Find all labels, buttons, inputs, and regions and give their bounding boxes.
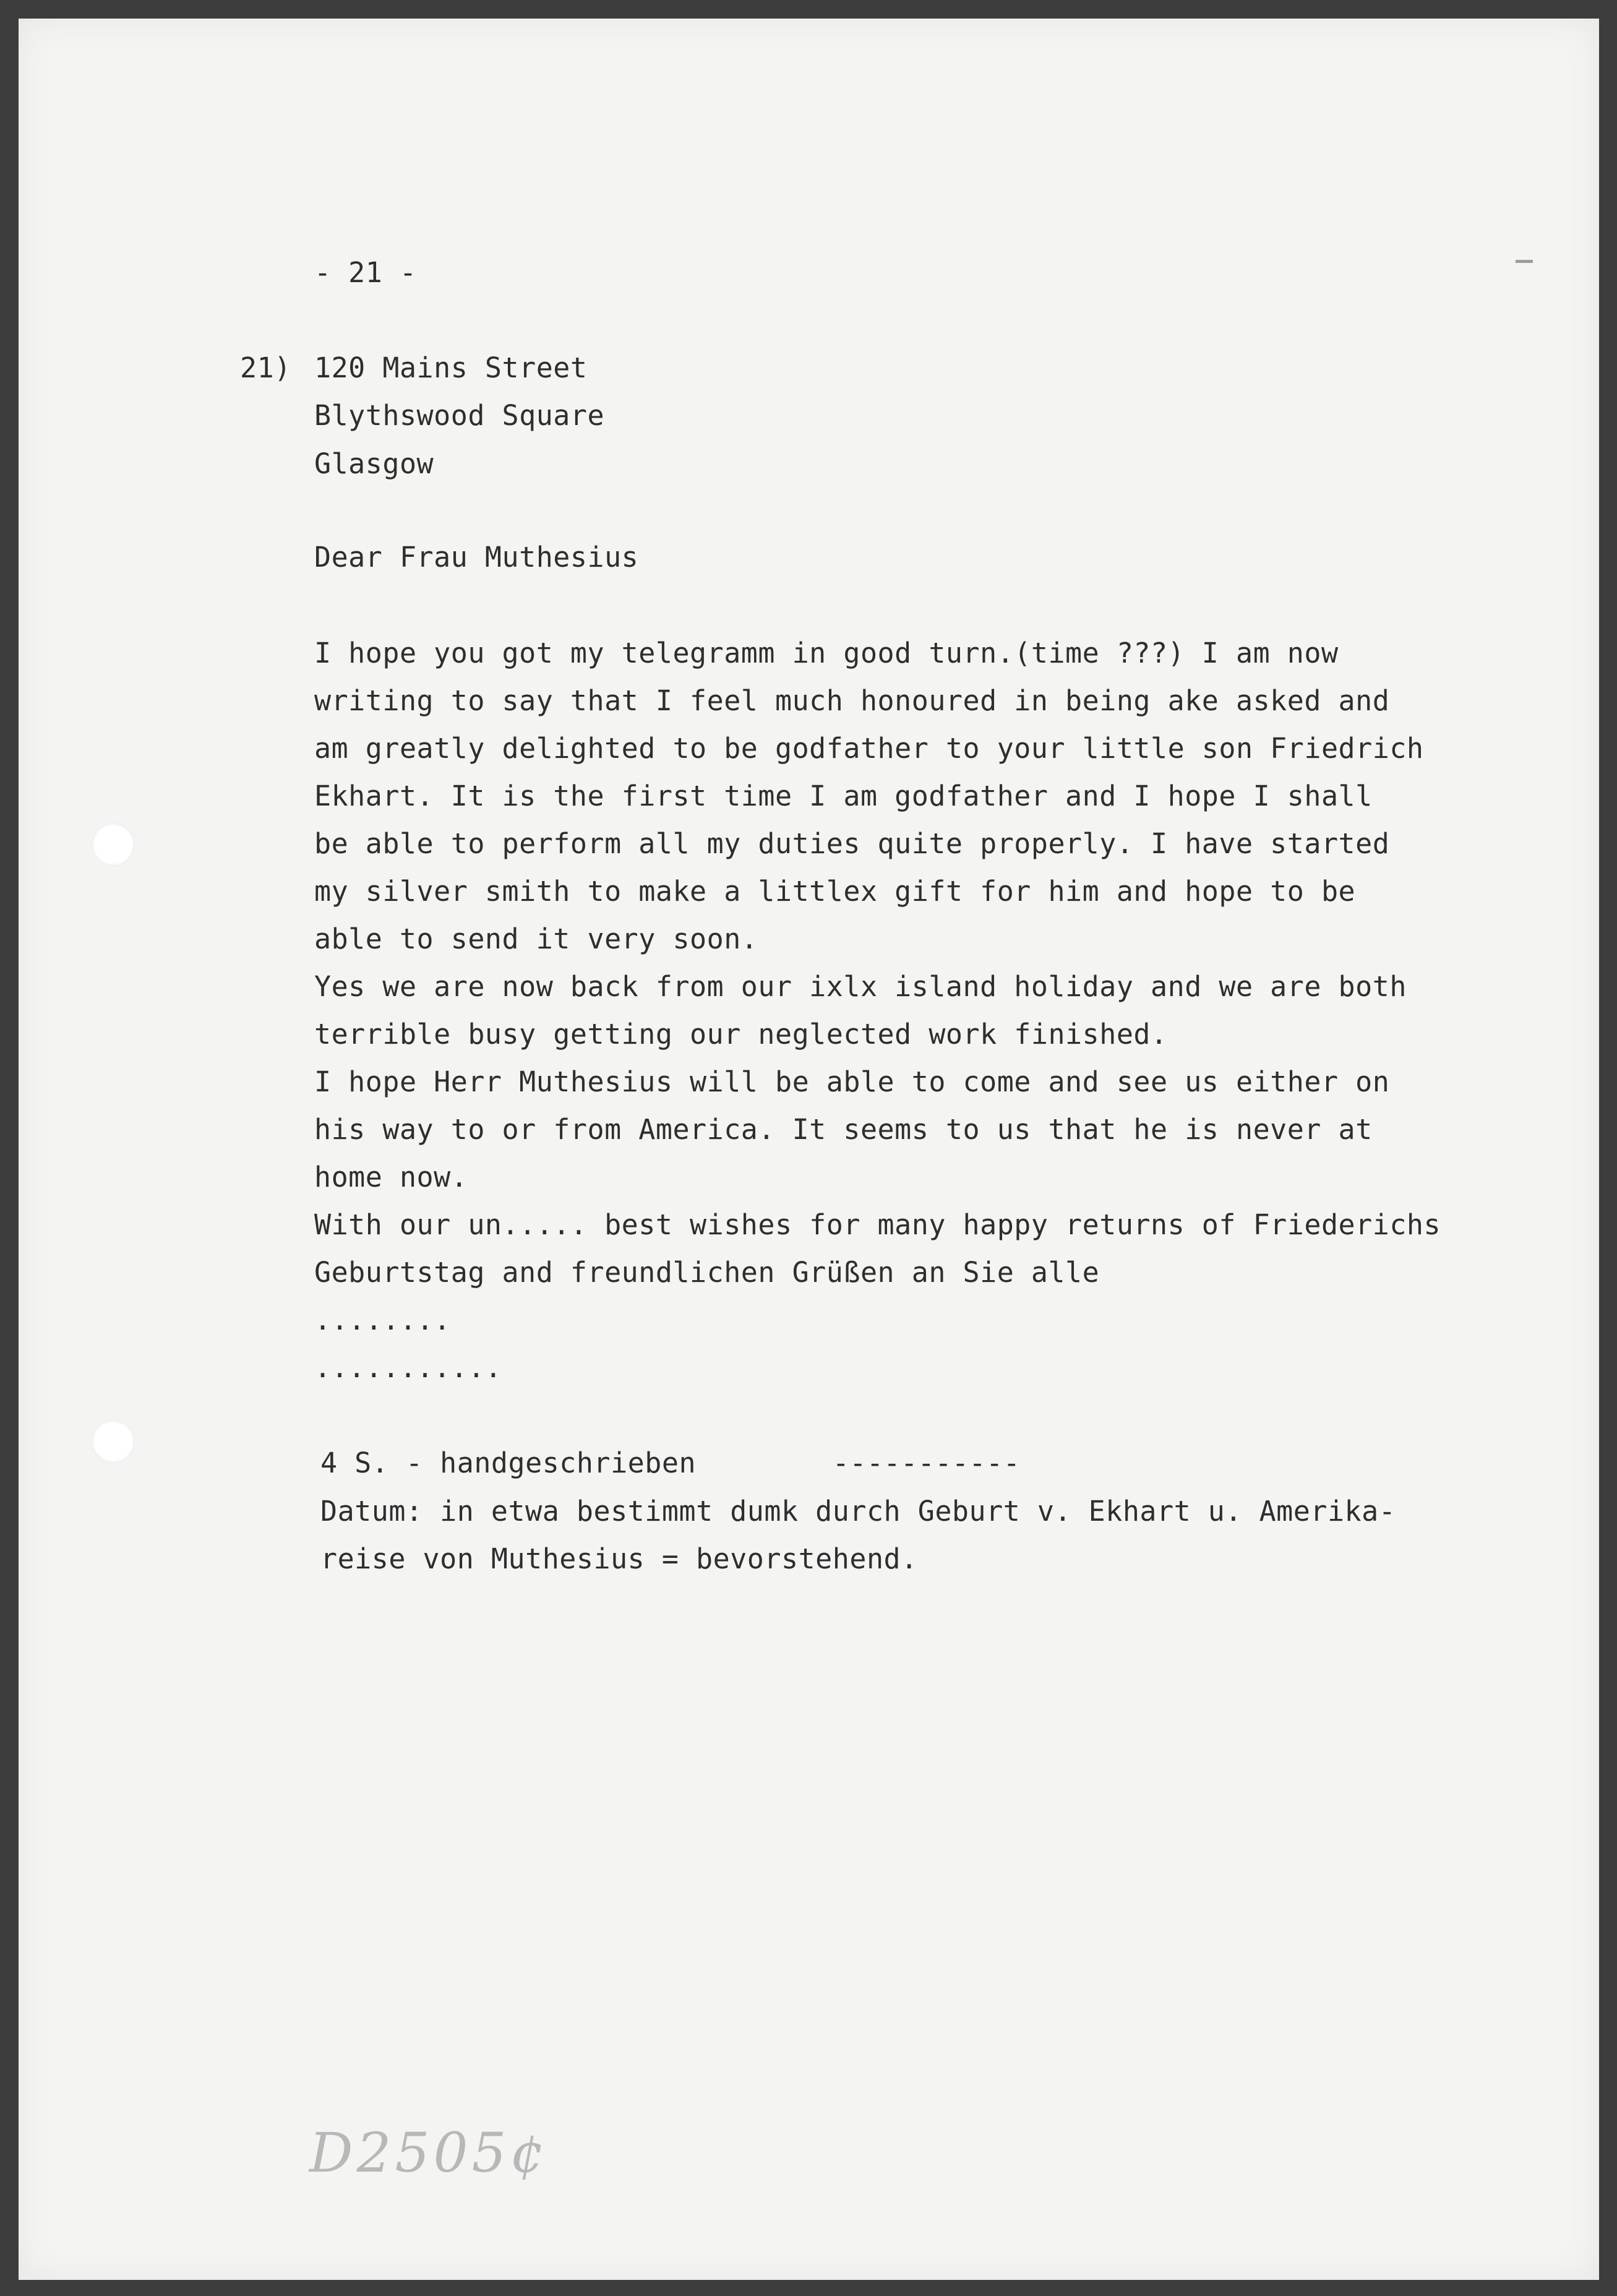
body-line: I hope Herr Muthesius will be able to come and see us either on: [314, 1065, 1390, 1098]
body-line: am greatly delighted to be godfather to your little son Friedrich: [314, 732, 1424, 765]
note-line: reise von Muthesius = bevorstehend.: [320, 1542, 918, 1575]
body-line: I hope you got my telegramm in good turn.(time ???) I am now: [314, 637, 1339, 669]
address-line: Glasgow: [314, 447, 434, 480]
body-line: ........: [314, 1304, 451, 1336]
punch-hole-bottom: [92, 1420, 135, 1463]
body-line: able to send it very soon.: [314, 922, 758, 955]
margin-mark: [1516, 260, 1533, 263]
item-number: 21): [240, 351, 291, 384]
body-line: Ekhart. It is the first time I am godfather and I hope I shall: [314, 780, 1373, 812]
note-line: Datum: in etwa bestimmt dumk durch Geburt v. Ekhart u. Amerika-: [320, 1495, 1396, 1528]
body-line: my silver smith to make a littlex gift for him and hope to be: [314, 875, 1356, 908]
document-page: [19, 19, 1599, 2280]
body-line: writing to say that I feel much honoured in being ake asked and: [314, 684, 1390, 717]
body-line: Yes we are now back from our ixlx island holiday and we are both: [314, 970, 1407, 1003]
address-line: Blythswood Square: [314, 399, 605, 432]
address-line: 120 Mains Street: [314, 351, 588, 384]
body-line: home now.: [314, 1161, 468, 1193]
handwritten-archive-number: D2505¢: [309, 2121, 549, 2185]
page-number: - 21 -: [314, 256, 417, 289]
body-line: With our un..... best wishes for many happy returns of Friederichs: [314, 1208, 1441, 1241]
note-line: 4 S. - handgeschrieben -----------: [320, 1447, 1021, 1479]
body-line: terrible busy getting our neglected work finished.: [314, 1018, 1168, 1051]
body-line: be able to perform all my duties quite properly. I have started: [314, 827, 1390, 860]
body-line: ...........: [314, 1351, 502, 1384]
punch-hole-top: [92, 823, 135, 866]
body-line: his way to or from America. It seems to us that he is never at: [314, 1113, 1373, 1146]
salutation: Dear Frau Muthesius: [314, 541, 639, 574]
body-line: Geburtstag and freundlichen Grüßen an Sie alle: [314, 1256, 1100, 1289]
